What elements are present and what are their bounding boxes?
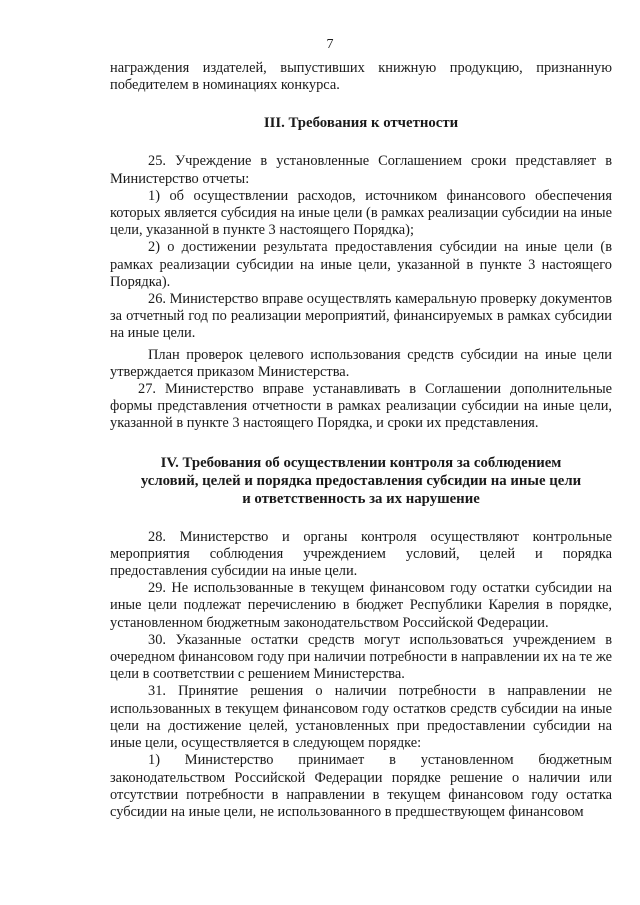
paragraph-31: 31. Принятие решения о наличии потребности в направлении не использованных в текущем финансовом году остатков средств субсидии на иные цели на достижение целей, установленных при предоставлении субсидии на иные цели, осуществляется в следующем порядке: [110,683,612,752]
intro-paragraph: награждения издателей, выпустивших книжную продукцию, признанную победителем в номинациях конкурса. [110,60,612,94]
section-4-title-line-2: условий, целей и порядка предоставления субсидии на иные цели [140,472,582,489]
document-body [110,60,612,821]
page-number: 7 [326,37,334,52]
section-4-title-line-1: IV. Требования об осуществлении контроля за соблюдением [160,454,562,471]
paragraph-26: 26. Министерство вправе осуществлять камеральную проверку документов за отчетный год по реализации мероприятий, финансируемых в рамках субсидии на иные цели. [110,291,612,342]
paragraph-25-item-2: 2) о достижении результата предоставления субсидии на иные цели (в рамках реализации субсидии на иные цели, указанной в пункте 3 настоящего Порядка). [110,239,612,290]
section-3-heading [110,114,612,132]
section-4-heading [110,454,612,508]
paragraph-29: 29. Не использованные в текущем финансовом году остатки субсидии на иные цели подлежат перечислению в бюджет Республики Карелия в порядке, установленном бюджетным законодательством Российской Федерации. [110,580,612,631]
paragraph-27: 27. Министерство вправе устанавливать в Соглашении дополнительные формы представления отчетности в рамках реализации субсидии на иные цели, указанной в пункте 3 настоящего Порядка, и сроки их представления. [110,381,612,432]
paragraph-26-plan: План проверок целевого использования средств субсидии на иные цели утверждается приказом Министерства. [110,346,612,380]
paragraph-25: 25. Учреждение в установленные Соглашением сроки представляет в Министерство отчеты: [110,153,612,187]
paragraph-31-item-1: 1) Министерство принимает в установленном бюджетным законодательством Российской Федерации порядке решение о наличии или отсутствии потребности в направлении в текущем финансовом году остатка субсидии на иные цели, не использованного в предшествующем финансовом [110,752,612,820]
paragraph-28: 28. Министерство и органы контроля осуществляют контрольные мероприятия соблюдения учреждением условий, целей и порядка предоставления субсидии на иные цели. [110,528,612,580]
section-4-title-line-3: и ответственность за их нарушение [242,490,480,507]
section-3-title: III. Требования к отчетности [263,115,459,132]
paragraph-30: 30. Указанные остатки средств могут использоваться учреждением в очередном финансовом году при наличии потребности в направлении их на те же цели в соответствии с решением Министерства. [110,631,612,683]
paragraph-25-item-1: 1) об осуществлении расходов, источником финансового обеспечения которых является субсидия на иные цели (в рамках реализации субсидии на иные цели, указанной в пункте 3 настоящего Порядка); [110,187,612,239]
